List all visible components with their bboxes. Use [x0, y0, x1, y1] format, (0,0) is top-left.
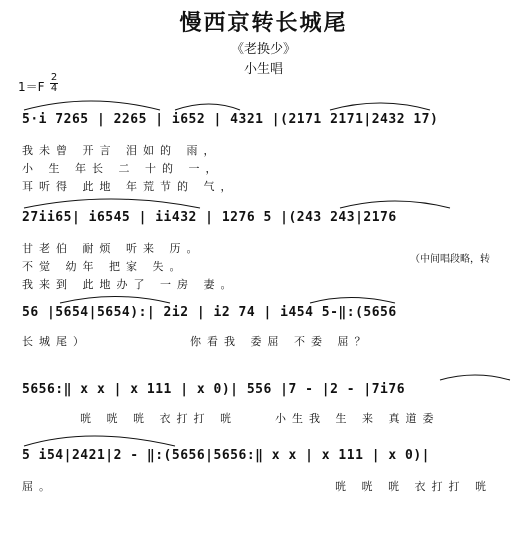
- slur-arc: [330, 103, 430, 110]
- song-title: 慢西京转长城尾: [179, 11, 348, 36]
- slur-arc: [24, 199, 200, 208]
- song-subtitle: 《老换少》: [230, 42, 296, 57]
- notation-line-5: 5 i54|2421|2 - ‖:(5656|5656:‖ x x | x 111 | x 0)|: [22, 448, 431, 463]
- notation-line-2: 27ii65| i6545 | ii432 | 1276 5 |(243 243|2176: [22, 210, 397, 225]
- lyric-line-1c: 耳听得 此地 年荒节的 气，: [22, 180, 238, 193]
- lyric-line-5b: 咣 咣 咣 衣打打 咣: [335, 480, 492, 493]
- lyric-line-2b: 不觉 幼年 把家 失。: [22, 260, 187, 273]
- slur-arc: [175, 104, 240, 110]
- notation-line-1: 5·i 7265 | 2265 | i652 | 4321 |(2171 2171|2432 17): [22, 112, 439, 127]
- slur-arc: [24, 436, 175, 446]
- singer-label: 小生唱: [243, 62, 283, 77]
- lyric-line-1b: 小 生 年长 二 十的 一，: [22, 162, 223, 175]
- lyric-line-3a: 长城尾）: [22, 335, 90, 348]
- side-note: （中间唱段略，转: [410, 254, 490, 265]
- meter-top: 2: [50, 72, 58, 83]
- slur-arc: [60, 297, 170, 304]
- lyric-line-4b: 小生我 生 来 真道委: [275, 412, 440, 425]
- notation-line-3: 56 |5654|5654):| 2i2 | i2 74 | i454 5-‖:(5656: [22, 305, 397, 320]
- lyric-line-1a: 我未曾 开言 泪如的 雨，: [22, 144, 221, 157]
- lyric-line-3b: 你看我 委屈 不委 屈？: [190, 335, 372, 348]
- slur-arc: [340, 201, 450, 208]
- meter-bottom: 4: [50, 83, 58, 94]
- slur-arc: [24, 101, 160, 110]
- notation-line-4: 5656:‖ x x | x 111 | x 0)| 556 |7 - |2 - |7i76: [22, 382, 406, 397]
- lyric-line-2c: 我来到 此地办了 一房 妻。: [22, 278, 238, 291]
- lyric-line-2a: 甘老伯 耐烦 听来 历。: [22, 242, 204, 255]
- slur-arc: [310, 298, 395, 304]
- lyric-line-4a: 咣 咣 咣 衣打打 咣: [80, 412, 237, 425]
- key-signature: 1＝F: [18, 80, 45, 94]
- lyric-line-5a: 屈。: [22, 480, 56, 493]
- slur-arc: [440, 375, 510, 380]
